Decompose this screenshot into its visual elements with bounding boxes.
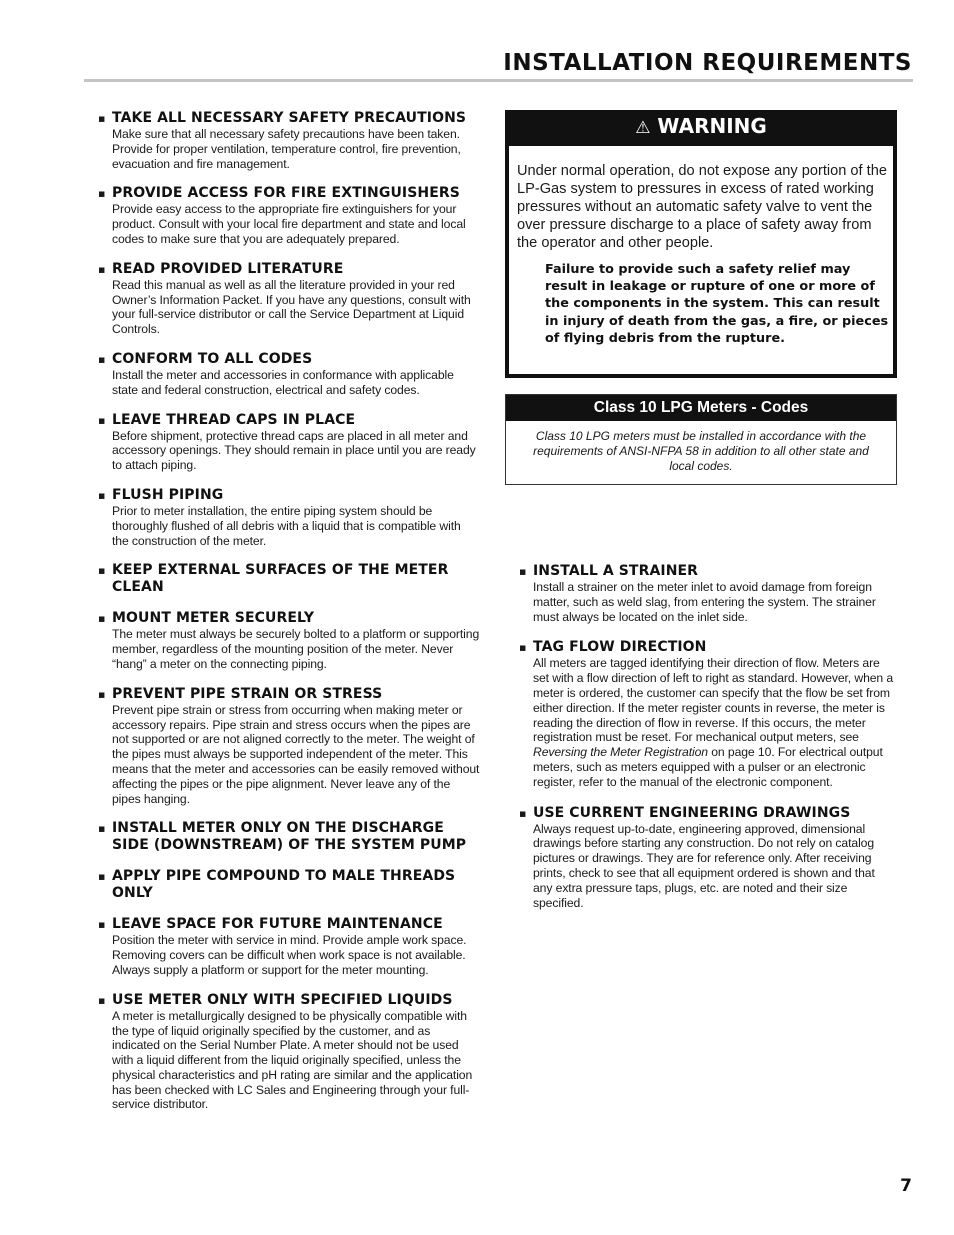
item-body: Prevent pipe strain or stress from occurring when making meter or accessory repairs. Pipe strain and stress occurs when the pipes are not supported or are not aligned correctly to the meter. The weight of the pipes must always be supported independent of the meter. This means that the meter and accessories can be easily removed without affecting the pipes or the pipe alignment. Never leave any of the pipes hanging. [112, 702, 480, 806]
list-item [98, 610, 480, 671]
warning-consequence-text: Failure to provide such a safety relief may result in leakage or rupture of one or more of the components in the system. This can result in injury of death from the gas, a fire, or pieces of flying debris from the rupture. [545, 262, 889, 346]
bullet-icon: ▪ [98, 687, 106, 701]
item-body: Install a strainer on the meter inlet to avoid damage from foreign matter, such as weld slag, from entering the system. The strainer must always be located on the inlet side. [533, 580, 876, 624]
title-divider [84, 79, 913, 82]
item-title: TAG FLOW DIRECTION [533, 639, 707, 656]
bullet-icon: ▪ [98, 187, 106, 201]
list-item [98, 916, 480, 977]
list-item [98, 562, 480, 596]
codes-title: Class 10 LPG Meters - Codes [506, 395, 896, 421]
list-item [519, 563, 897, 624]
item-body: Before shipment, protective thread caps are placed in all meter and accessory openings. They should remain in place until you are ready to attach piping. [112, 428, 476, 473]
item-title: READ PROVIDED LITERATURE [112, 260, 344, 277]
warning-box [505, 110, 897, 378]
page-title: INSTALLATION REQUIREMENTS [503, 50, 912, 76]
bullet-icon: ▪ [98, 488, 106, 502]
list-item [98, 351, 480, 398]
item-body: Read this manual as well as all the literature provided in your red Owner’s Information Packet. If you have any questions, consult with your full-service distributor or call the Service Department at Liquid Controls. [112, 277, 471, 337]
item-body: Position the meter with service in mind. Provide ample work space. Removing covers can be difficult when work space is not available. Always supply a platform or support for the meter mounting. [112, 933, 467, 977]
list-item [98, 110, 480, 171]
item-title: LEAVE SPACE FOR FUTURE MAINTENANCE [112, 916, 443, 933]
bullet-icon: ▪ [98, 993, 106, 1007]
codes-box [505, 394, 897, 485]
warning-text: Under normal operation, do not expose any portion of the LP-Gas system to pressures in excess of rated working pressures without an automatic safety valve to vent the over pressure discharge to a place of safety away from the operator and other people. [517, 163, 887, 251]
bullet-icon: ▪ [98, 870, 106, 884]
item-body: The meter must always be securely bolted to a platform or supporting member, regardless of the mounting position of the meter. Never “hang” a meter on the connecting piping. [112, 627, 480, 671]
list-item [98, 412, 480, 473]
item-body: Prior to meter installation, the entire piping system should be thoroughly flushed of all debris with a liquid that is compatible with the construction of the meter. [112, 503, 461, 548]
page-number: 7 [900, 1176, 912, 1196]
bullet-icon: ▪ [98, 413, 106, 427]
item-body: A meter is metallurgically designed to be physically compatible with the type of liquid originally specified by the customer, and as indicated on the Serial Number Plate. A meter should not be used with a liquid different from the liquid originally specified, unless the physical characteristics and pH rating are similar and the application has been checked with LC Sales and Engineering through your full-service distributor. [112, 1008, 473, 1112]
warning-content [509, 146, 893, 374]
bullet-icon: ▪ [519, 806, 527, 820]
bullet-icon: ▪ [98, 564, 106, 578]
warning-triangle-icon: ⚠ [635, 118, 651, 138]
bullet-icon: ▪ [519, 565, 527, 578]
list-item [98, 992, 480, 1113]
item-title: TAKE ALL NECESSARY SAFETY PRECAUTIONS [112, 110, 467, 126]
bullet-icon: ▪ [98, 112, 106, 125]
bullet-icon: ▪ [98, 822, 106, 836]
item-title: PREVENT PIPE STRAIN OR STRESS [112, 685, 383, 702]
list-item [98, 261, 480, 337]
item-body: Always request up-to-date, engineering approved, dimensional drawings before starting any construction. Do not rely on catalog pictures or drawings. They are for reference only. After receiving prints, check to see that all equipment ordered is shown and that any extra pressure taps, plugs, etc. are noted and their size specified. [533, 821, 875, 910]
warning-header [505, 110, 897, 144]
item-title: INSTALL A STRAINER [533, 563, 699, 579]
list-item [519, 639, 897, 789]
warning-title: WARNING [657, 114, 767, 138]
item-body: Provide easy access to the appropriate fire extinguishers for your product. Consult with your local fire department and state and local codes to make sure that you are adequately prepared. [112, 202, 466, 246]
item-title: PROVIDE ACCESS FOR FIRE EXTINGUISHERS [112, 185, 460, 202]
item-body-text: on page 10. For electrical output meters, such as meters equipped with a pulser or an electronic register, refer to the manual of the electronic component. [533, 745, 883, 789]
list-item [519, 805, 897, 911]
bullet-icon: ▪ [98, 352, 106, 366]
item-body-text: All meters are tagged identifying their direction of flow. Meters are set with a flow direction of left to right as standard. However, when a meter is ordered, the customer can specify that the flow be set from either direction. If the meter register counts in reverse, the meter is reading the direction of flow in reverse. If this occurs, the meter registration must be reset. For mechanical output meters, see [533, 656, 894, 745]
item-title: KEEP EXTERNAL SURFACES OF THE METER CLEAN [112, 562, 449, 596]
bullet-icon: ▪ [519, 641, 527, 655]
item-title: USE METER ONLY WITH SPECIFIED LIQUIDS [112, 991, 453, 1008]
item-title: INSTALL METER ONLY ON THE DISCHARGE SIDE (DOWNSTREAM) OF THE SYSTEM PUMP [112, 820, 467, 854]
left-column [98, 110, 480, 1112]
item-title: APPLY PIPE COMPOUND TO MALE THREADS ONLY [112, 868, 456, 902]
list-item [98, 868, 480, 902]
item-title: USE CURRENT ENGINEERING DRAWINGS [533, 804, 851, 821]
list-item [98, 686, 480, 807]
list-item [98, 185, 480, 246]
codes-text: Class 10 LPG meters must be installed in accordance with the requirements of ANSI-NFPA 58 in addition to all other state and local codes. [533, 429, 869, 473]
bullet-icon: ▪ [98, 612, 106, 626]
right-column [519, 563, 897, 910]
item-title: CONFORM TO ALL CODES [112, 350, 313, 367]
cross-reference-link[interactable]: Reversing the Meter Registration [533, 745, 708, 760]
bullet-icon: ▪ [98, 918, 106, 932]
list-item [98, 820, 480, 854]
bullet-icon: ▪ [98, 262, 106, 276]
item-title: MOUNT METER SECURELY [112, 610, 315, 627]
item-body: Install the meter and accessories in conformance with applicable state and federal construction, electrical and safety codes. [112, 367, 454, 397]
item-title: FLUSH PIPING [112, 486, 224, 503]
list-item [98, 487, 480, 548]
item-title: LEAVE THREAD CAPS IN PLACE [112, 411, 356, 428]
item-body: Make sure that all necessary safety precautions have been taken. Provide for proper ventilation, temperature control, fire prevention, evacuation and fire management. [112, 127, 461, 171]
item-body [533, 656, 897, 789]
